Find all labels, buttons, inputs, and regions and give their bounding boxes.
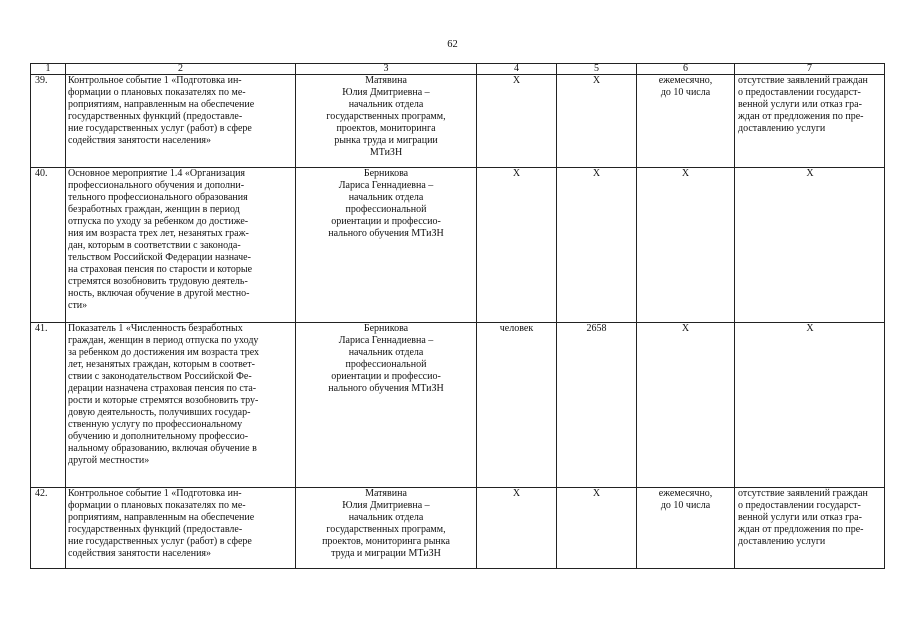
text-line: Юлия Дмитриевна – <box>342 500 430 511</box>
row-number: 39. <box>31 75 66 168</box>
text-line: тельного профессионального образования <box>68 192 248 203</box>
responsible-cell <box>296 75 477 168</box>
text-line: Матявина <box>365 75 407 86</box>
text-line: сти» <box>68 300 88 311</box>
text-line: стремятся возобновить трудовую деятель- <box>68 276 248 287</box>
value-cell: X <box>557 488 637 569</box>
deadline-cell <box>637 323 735 488</box>
value-cell: X <box>557 168 637 323</box>
responsible-cell <box>296 323 477 488</box>
risk-cell <box>735 75 885 168</box>
text-line: Берникова <box>363 323 409 334</box>
text-line: Показатель 1 «Численность безработных <box>68 323 243 334</box>
text-line: ориентации и профессио- <box>331 371 441 382</box>
text-line: Лариса Геннадиевна – <box>338 335 434 346</box>
header-cell: 2 <box>66 64 296 75</box>
text-line: о предоставлении государст- <box>738 500 861 511</box>
text-line: ния им возраста трех лет, незанятых граж- <box>68 228 249 239</box>
responsible-cell <box>296 488 477 569</box>
risk-cell <box>735 488 885 569</box>
text-line: содействия занятости населения» <box>68 548 212 559</box>
text-line: до 10 числа <box>660 87 711 98</box>
text-line: Основное мероприятие 1.4 «Организация <box>68 168 246 179</box>
text-line: отсутствие заявлений граждан <box>738 488 868 499</box>
text-line: проектов, мониторинга рынка <box>322 536 450 547</box>
unit-cell: X <box>477 168 557 323</box>
text-line: рости и которые стремятся возобновить тру- <box>68 395 259 406</box>
text-line: профессиональной <box>345 204 427 215</box>
header-cell: 4 <box>477 64 557 75</box>
text-line: рынка труда и миграции <box>334 135 438 146</box>
header-cell: 5 <box>557 64 637 75</box>
text-line: содействия занятости населения» <box>68 135 212 146</box>
text-line: начальник отдела <box>348 347 424 358</box>
text-line: нального обучения МТиЗН <box>328 228 444 239</box>
text-line: ежемесячно, <box>658 75 713 86</box>
event-cell <box>66 488 296 569</box>
table-row <box>31 75 885 168</box>
text-line: труда и миграции МТиЗН <box>331 548 441 559</box>
text-line: ориентации и профессио- <box>331 216 441 227</box>
deadline-cell <box>637 75 735 168</box>
table-row <box>31 168 885 323</box>
text-line: государственных программ, <box>326 111 446 122</box>
risk-cell <box>735 323 885 488</box>
table-header-row <box>31 64 885 75</box>
text-line: профессиональной <box>345 359 427 370</box>
text-line: венной услуги или отказ гра- <box>738 512 862 523</box>
unit-cell: X <box>477 488 557 569</box>
text-line: Юлия Дмитриевна – <box>342 87 430 98</box>
text-line: МТиЗН <box>369 147 403 158</box>
text-line: Контрольное событие 1 «Подготовка ин- <box>68 488 242 499</box>
text-line: обучению и дополнительному профессио- <box>68 431 249 442</box>
text-line: государственных функций (предоставле- <box>68 524 243 535</box>
text-line: ние государственных услуг (работ) в сфере <box>68 536 252 547</box>
text-line: профессионального обучения и дополни- <box>68 180 245 191</box>
text-line: отсутствие заявлений граждан <box>738 75 868 86</box>
text-line: роприятиям, направленным на обеспечение <box>68 99 255 110</box>
text-line: довую деятельность, получивших государ- <box>68 407 251 418</box>
text-line: ежемесячно, <box>658 488 713 499</box>
text-line: нальному образованию, включая обучение в <box>68 443 257 454</box>
text-line: безработных граждан, женщин в период <box>68 204 240 215</box>
text-line: формации о плановых показателях по ме- <box>68 500 246 511</box>
event-cell <box>66 75 296 168</box>
text-line: ние государственных услуг (работ) в сфере <box>68 123 252 134</box>
text-line: начальник отдела <box>348 192 424 203</box>
deadline-cell <box>637 168 735 323</box>
unit-cell: X <box>477 75 557 168</box>
text-line: тельством Российской Федерации назначе- <box>68 252 251 263</box>
text-line: государственных функций (предоставле- <box>68 111 243 122</box>
text-line: доставлению услуги <box>738 123 826 134</box>
text-line: роприятиям, направленным на обеспечение <box>68 512 255 523</box>
text-line: ждан от предложения по пре- <box>738 111 864 122</box>
responsible-cell <box>296 168 477 323</box>
text-line: Берникова <box>363 168 409 179</box>
text-line: отпуска по уходу за ребенком до достиже- <box>68 216 249 227</box>
text-line: дан, которым в соответствии с законода- <box>68 240 241 251</box>
text-line: венной услуги или отказ гра- <box>738 99 862 110</box>
text-line: государственных программ, <box>326 524 446 535</box>
text-line: дерации назначена страховая пенсия по ста- <box>68 383 257 394</box>
header-cell: 1 <box>31 64 66 75</box>
text-line: Лариса Геннадиевна – <box>338 180 434 191</box>
header-cell: 3 <box>296 64 477 75</box>
event-cell <box>66 168 296 323</box>
text-line: формации о плановых показателях по ме- <box>68 87 246 98</box>
text-line: проектов, мониторинга <box>336 123 436 134</box>
text-line: до 10 числа <box>660 500 711 511</box>
text-line: Контрольное событие 1 «Подготовка ин- <box>68 75 242 86</box>
text-line: X <box>806 168 814 179</box>
row-number: 40. <box>31 168 66 323</box>
text-line: доставлению услуги <box>738 536 826 547</box>
page-number: 62 <box>447 39 458 50</box>
text-line: ственную услугу по профессиональному <box>68 419 243 430</box>
text-line: ствии с законодательством Российской Фе- <box>68 371 252 382</box>
header-cell: 7 <box>735 64 885 75</box>
deadline-cell <box>637 488 735 569</box>
text-line: лет, незанятых граждан, которым в соответ- <box>68 359 255 370</box>
text-line: Матявина <box>365 488 407 499</box>
plan-table <box>30 63 885 569</box>
text-line: начальник отдела <box>348 99 424 110</box>
text-line: X <box>681 168 690 179</box>
text-line: нального обучения МТиЗН <box>328 383 444 394</box>
text-line: начальник отдела <box>348 512 424 523</box>
text-line: X <box>681 323 690 334</box>
risk-cell <box>735 168 885 323</box>
text-line: граждан, женщин в период отпуска по уходу <box>68 335 259 346</box>
value-cell: 2658 <box>557 323 637 488</box>
unit-cell: человек <box>477 323 557 488</box>
text-line: о предоставлении государст- <box>738 87 861 98</box>
text-line: другой местности» <box>68 455 150 466</box>
text-line: за ребенком до достижения им возраста трех <box>68 347 260 358</box>
text-line: ждан от предложения по пре- <box>738 524 864 535</box>
event-cell <box>66 323 296 488</box>
table-row <box>31 323 885 488</box>
text-line: ность, включая обучение в другой местно- <box>68 288 250 299</box>
row-number: 42. <box>31 488 66 569</box>
table-row <box>31 488 885 569</box>
header-cell: 6 <box>637 64 735 75</box>
text-line: на страховая пенсия по старости и которые <box>68 264 253 275</box>
row-number: 41. <box>31 323 66 488</box>
text-line: X <box>806 323 814 334</box>
value-cell: X <box>557 75 637 168</box>
